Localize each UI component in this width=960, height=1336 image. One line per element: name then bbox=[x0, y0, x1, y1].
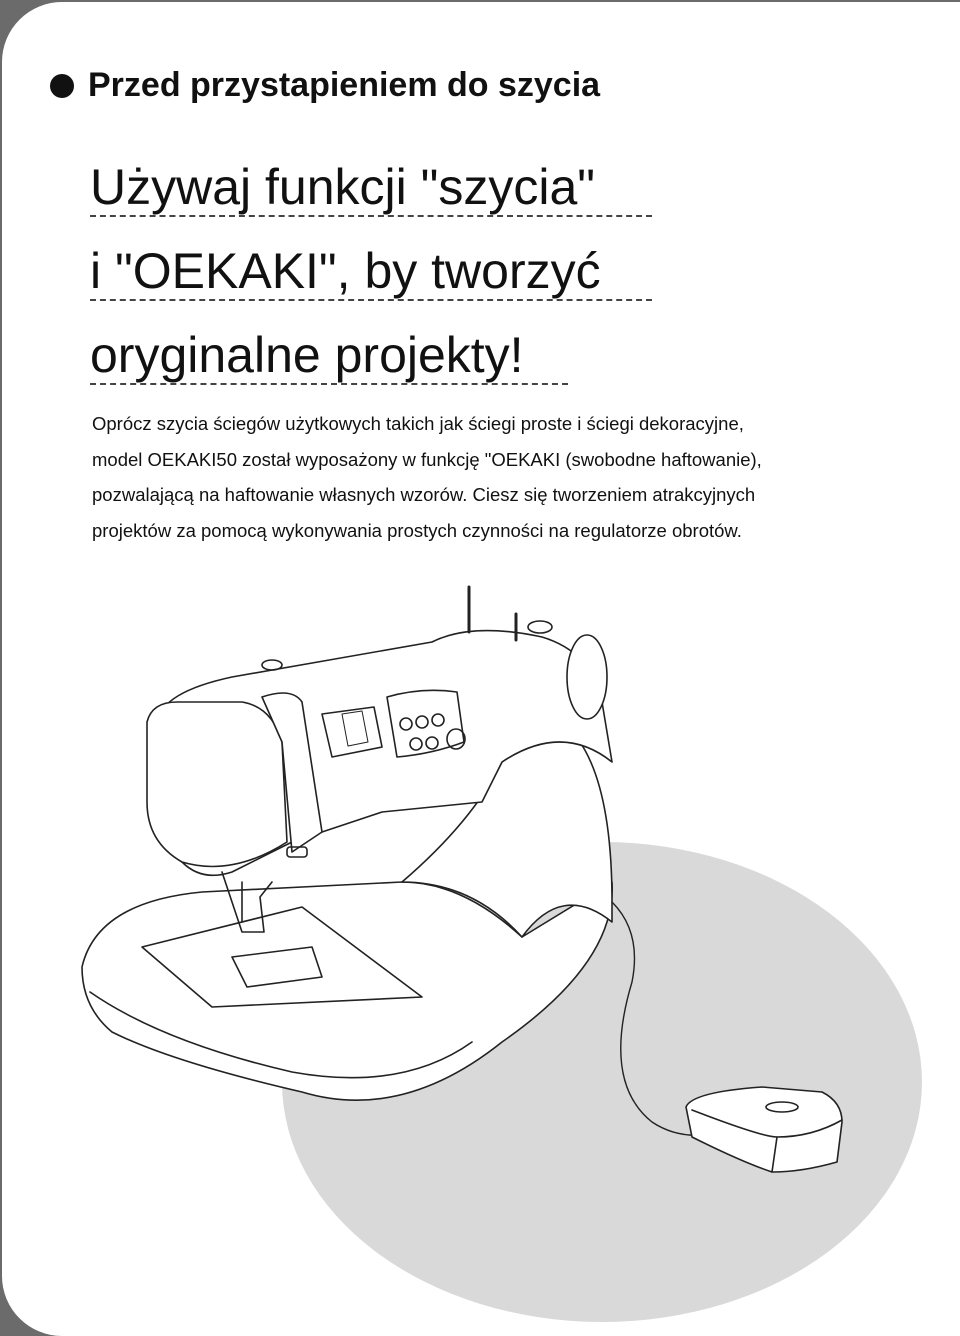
section-title: Przed przystapieniem do szycia bbox=[88, 66, 601, 104]
body-line: Oprócz szycia ściegów użytkowych takich jak ściegi proste i ściegi dekoracyjne, bbox=[92, 413, 744, 434]
document-page bbox=[2, 2, 960, 1336]
section-heading bbox=[50, 66, 600, 105]
dashed-rule bbox=[90, 383, 568, 385]
body-line: model OEKAKI50 został wyposażony w funkcję "OEKAKI (swobodne haftowanie), bbox=[92, 448, 762, 470]
body-line: projektów za pomocą wykonywania prostych czynności na regulatorze obrotów. bbox=[92, 519, 742, 541]
body-paragraph bbox=[92, 406, 852, 548]
bobbin-stopper bbox=[528, 621, 552, 633]
sewing-machine-illustration bbox=[2, 562, 960, 1336]
handwheel bbox=[567, 635, 607, 719]
head-cover bbox=[147, 702, 287, 867]
dial-window bbox=[322, 707, 382, 757]
body-line: pozwalającą na haftowanie własnych wzorów. Ciesz się tworzeniem atrakcyjnych bbox=[92, 484, 756, 505]
bullet-icon bbox=[50, 74, 74, 98]
headline-line-1: Używaj funkcji "szycia" bbox=[90, 159, 596, 215]
dashed-rule bbox=[90, 215, 652, 217]
dashed-rule bbox=[90, 299, 652, 301]
headline-line-2: i "OEKAKI", by tworzyć bbox=[90, 243, 601, 299]
thread-guide bbox=[262, 660, 282, 670]
headline-line-3: oryginalne projekty! bbox=[90, 327, 524, 383]
